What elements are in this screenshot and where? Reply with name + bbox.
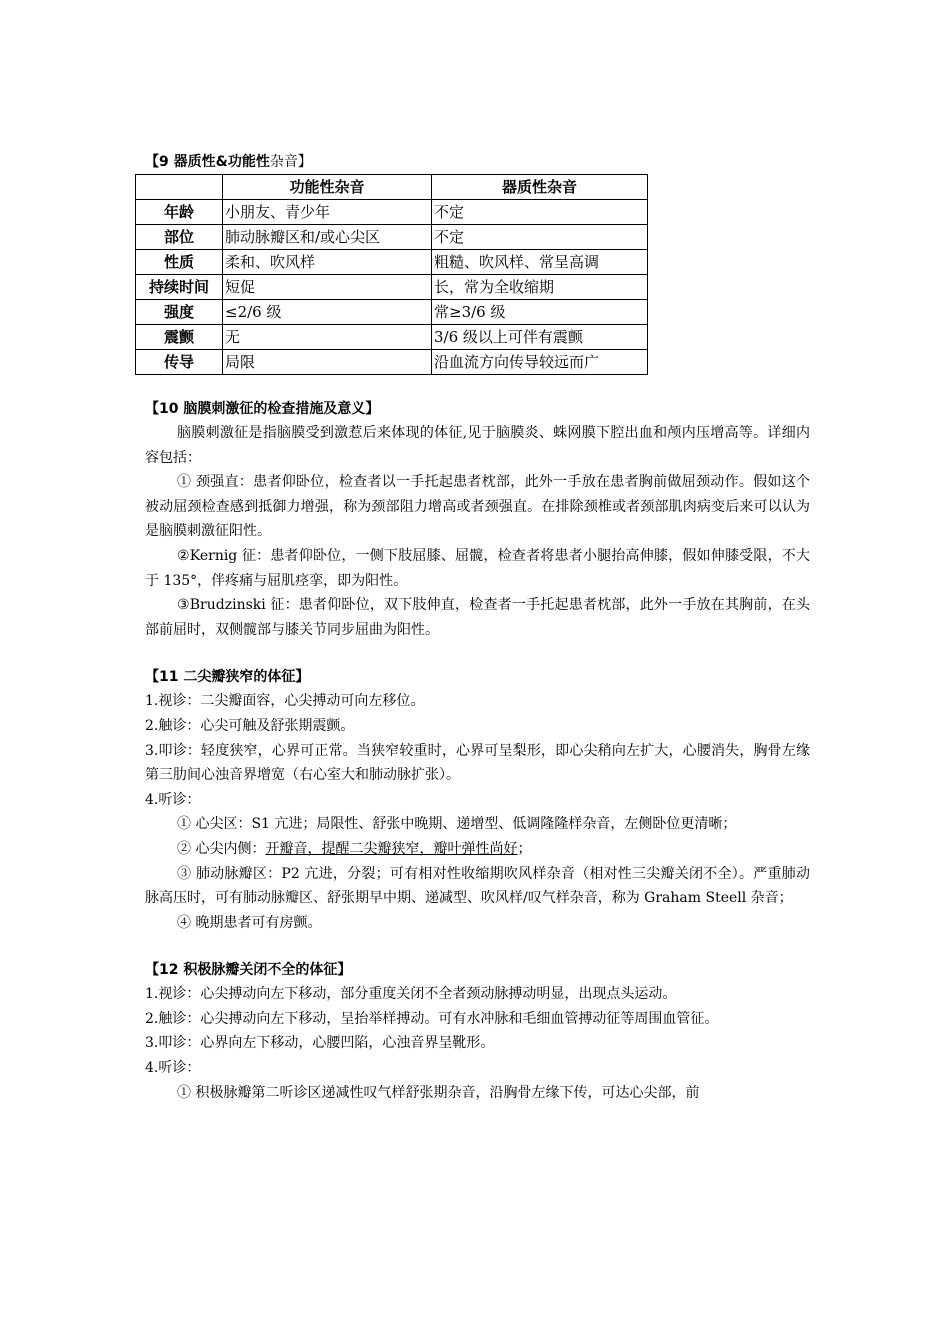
section-9-heading-rest: 杂音】 (269, 154, 312, 170)
item-suffix: ； (517, 840, 532, 857)
section-11-line: 4.听诊： (145, 791, 201, 808)
section-12-auscultation-item: ① 积极脉瓣第二听诊区递减性叹气样舒张期杂音，沿胸骨左缘下传，可达心尖部，前 (177, 1084, 700, 1101)
table-row-header: 性质 (136, 250, 223, 275)
table-header-cell: 器质性杂音 (432, 175, 648, 200)
document-page (145, 150, 810, 1105)
table-row (136, 350, 648, 375)
table-cell: 粗糙、吹风样、常呈高调 (432, 250, 648, 275)
table-cell: 肺动脉瓣区和/或心尖区 (223, 225, 432, 250)
table-cell: 常≥3/6 级 (432, 300, 648, 325)
table-header-cell (136, 175, 223, 200)
table-row-header: 震颤 (136, 325, 223, 350)
section-12-line: 1.视诊：心尖搏动向左下移动，部分重度关闭不全者颈动脉搏动明显，出现点头运动。 (145, 986, 677, 1003)
section-9-heading (145, 150, 810, 174)
section-11-auscultation-item (145, 837, 810, 862)
table-cell: 3/6 级以上可伴有震颤 (432, 325, 648, 350)
section-12-line: 4.听诊： (145, 1060, 201, 1077)
table-cell: 短促 (223, 275, 432, 300)
table-cell: 无 (223, 325, 432, 350)
section-11-line: 2.触诊：心尖可触及舒张期震颤。 (145, 717, 355, 734)
table-row-header: 传导 (136, 350, 223, 375)
section-11-auscultation-item: ④ 晚期患者可有房颤。 (177, 914, 322, 931)
table-cell: 不定 (432, 200, 648, 225)
section-11-auscultation-item: ③ 肺动脉瓣区：P2 亢进，分裂；可有相对性收缩期吹风样杂音（相对性三尖瓣关闭不全）。严重肺动脉高压时，可有肺动脉瓣区、舒张期早中期、递减型、吹风样/叹气样杂音，称为 Graham Steell 杂音； (145, 865, 810, 907)
section-10-intro: 脑膜刺激征是指脑膜受到激惹后来体现的体征,见于脑膜炎、蛛网膜下腔出血和颅内压增高等。详细内容包括： (145, 425, 810, 466)
table-row (136, 250, 648, 275)
section-12-heading: 【12 积极脉瓣关闭不全的体征】 (145, 962, 352, 979)
table-cell: 局限 (223, 350, 432, 375)
section-11-line: 3.叩诊：轻度狭窄，心界可正常。当狭窄较重时，心界可呈梨形，即心尖稍向左扩大，心腰消失，胸骨左缘第三肋间心浊音界增宽（右心室大和肺动脉扩张）。 (145, 742, 810, 784)
table-cell: 小朋友、青少年 (223, 200, 432, 225)
table-row (136, 300, 648, 325)
table-cell: 不定 (432, 225, 648, 250)
section-10-heading: 【10 脑膜刺激征的检查措施及意义】 (145, 401, 380, 417)
table-cell: 沿血流方向传导较远而广 (432, 350, 648, 375)
section-9-heading-bold: 【9 器质性&功能性 (145, 154, 270, 170)
section-11-auscultation-item: ① 心尖区：S1 亢进；局限性、舒张中晚期、递增型、低调隆隆样杂音，左侧卧位更清晰； (177, 816, 737, 833)
murmur-comparison-table (135, 174, 648, 375)
table-cell: 柔和、吹风样 (223, 250, 432, 275)
table-row (136, 200, 648, 225)
item-prefix: ② 心尖内侧： (177, 840, 266, 857)
table-header-row (136, 175, 648, 200)
table-cell: 长，常为全收缩期 (432, 275, 648, 300)
section-11-heading: 【11 二尖瓣狭窄的体征】 (145, 669, 310, 686)
table-row (136, 225, 648, 250)
table-row-header: 强度 (136, 300, 223, 325)
table-cell: ≤2/6 级 (223, 300, 432, 325)
table-row-header: 持续时间 (136, 275, 223, 300)
section-12-line: 2.触诊：心尖搏动向左下移动，呈抬举样搏动。可有水冲脉和毛细血管搏动征等周围血管征。 (145, 1010, 719, 1027)
table-row-header: 年龄 (136, 200, 223, 225)
table-row-header: 部位 (136, 225, 223, 250)
table-row (136, 275, 648, 300)
underlined-text: 开瓣音，提醒二尖瓣狭窄，瓣叶弹性尚好 (265, 840, 518, 857)
section-11-line: 1.视诊：二尖瓣面容，心尖搏动可向左移位。 (145, 693, 425, 710)
section-10-item: ②Kernig 征：患者仰卧位，一侧下肢屈膝、屈髋，检查者将患者小腿抬高伸膝，假如伸膝受限，不大于 135°，伴疼痛与屈肌痉挛，即为阳性。 (145, 547, 810, 589)
table-row (136, 325, 648, 350)
section-12-line: 3.叩诊：心界向左下移动，心腰凹陷，心浊音界呈靴形。 (145, 1035, 495, 1052)
table-header-cell: 功能性杂音 (223, 175, 432, 200)
section-10-item: ③Brudzinski 征：患者仰卧位，双下肢伸直，检查者一手托起患者枕部，此外一手放在其胸前，在头部前屈时，双侧髋部与膝关节同步屈曲为阳性。 (145, 597, 810, 638)
section-10-item: ① 颈强直：患者仰卧位，检查者以一手托起患者枕部，此外一手放在患者胸前做屈颈动作。假如这个被动屈颈检查感到抵御力增强，称为颈部阻力增高或者颈强直。在排除颈椎或者颈部肌肉病变后来可以认为是脑膜刺激征阳性。 (145, 474, 810, 540)
